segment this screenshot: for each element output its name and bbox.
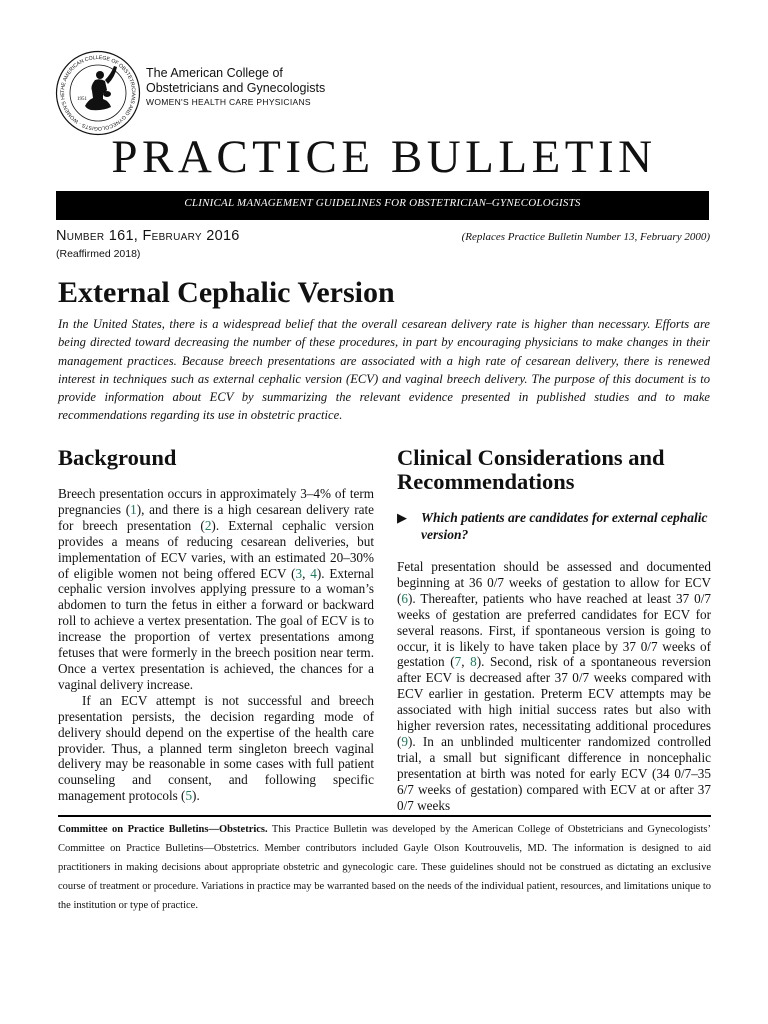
org-tagline: WOMEN'S HEALTH CARE PHYSICIANS bbox=[146, 97, 311, 107]
footer-rule bbox=[58, 815, 711, 817]
reaffirmed-note: (Reaffirmed 2018) bbox=[56, 248, 141, 260]
citation-link[interactable]: 6 bbox=[401, 590, 408, 606]
abstract: In the United States, there is a widespread belief that the overall cesarean delivery rate is higher than necessary. Efforts are being directed toward decreasing the number of these procedures, in part by encouraging physicians to make changes in their management practices. Because breech presentations are associated with a high rate of cesarean delivery, there is renewed interest in techniques such as external cephalic version (ECV) and vaginal breech delivery. The purpose of this document is to provide information about ECV by summarizing the relevant evidence presented in published studies and to make recommendations regarding its use in obstetric practice. bbox=[58, 317, 710, 423]
replaces-note: (Replaces Practice Bulletin Number 13, February 2000) bbox=[461, 231, 710, 243]
footer-text: This Practice Bulletin was developed by the American College of Obstetricians and Gynecologists’ Committee on Practice Bulletins—Obstetrics. Member contributors included Gayle Olson Koutrouvelis, MD. The information is designed to aid practitioners in making decisions about appropriate obstetric and gynecologic care. These guidelines should not be construed as dictating an exclusive course of treatment or procedure. Variations in practice may be warranted based on the needs of the individual patient, resources, and limitations unique to the institution or type of practice. bbox=[58, 824, 711, 911]
issue-number: Number 161, February 2016 bbox=[56, 228, 240, 244]
citation-link[interactable]: 1 bbox=[130, 501, 137, 517]
seal-year: 1951 bbox=[77, 97, 87, 102]
left-column bbox=[58, 446, 374, 804]
clinical-heading: Clinical Considerations and Recommendations bbox=[397, 445, 665, 494]
citation-link[interactable]: 3 bbox=[295, 565, 303, 581]
masthead-title: PRACTICE BULLETIN bbox=[111, 131, 657, 183]
right-column bbox=[397, 446, 711, 814]
seal-ring-text: THE AMERICAN COLLEGE OF OBSTETRICIANS AND GYNECOLOGISTS · WOMEN'S HE bbox=[59, 54, 137, 132]
question-heading bbox=[397, 509, 711, 543]
citation-link[interactable]: 4 bbox=[310, 565, 317, 581]
footer-note bbox=[58, 820, 711, 915]
clinical-paragraph-1: Fetal presentation should be assessed and documented beginning at 36 0/7 weeks of gestation to allow for ECV (6). Thereafter, patients who have reached at least 37 0/7 weeks of gestation are preferred candidates for ECV for several reasons. First, if spontaneous version is going to occur, it is likely to have taken place by 37 0/7 weeks of gestation (7, 8). Second, risk of a spontaneous reversion after ECV is decreased after 37 0/7 weeks compared with ECV earlier in gestation. Preterm ECV attempts may be associated with high initial success rates but also with higher reversion rates, necessitating additional procedures (9). In an unblinded multicenter randomized controlled trial, a small but significant difference in noncephalic presentation at birth was noted for early ECV (34 0/7–35 6/7 weeks of gestation) compared with ECV at or after 37 0/7 weeks bbox=[397, 559, 711, 813]
background-paragraph-1: Breech presentation occurs in approximately 3–4% of term pregnancies (1), and there is a high cesarean delivery rate for breech presentation (2). External cephalic version provides a means of reducing cesarean deliveries, but implementation of ECV varies, with an estimated 20–30% of eligible women not being offered ECV (3, 4). External cephalic version involves applying pressure to a woman’s abdomen to turn the fetus in either a forward or backward roll to achieve a vertex presentation. The goal of ECV is to increase the proportion of vertex presentations among fetuses that were formerly in the breech position near term. Once a vertex presentation is achieved, the chances for a vaginal delivery increase. bbox=[58, 486, 374, 692]
citation-link[interactable]: 9 bbox=[401, 733, 408, 749]
org-name-line1: The American College of bbox=[146, 66, 283, 80]
background-heading: Background bbox=[58, 445, 177, 470]
acog-seal-icon bbox=[55, 50, 141, 136]
triangle-right-icon: ▶ bbox=[397, 510, 407, 525]
org-name-line2: Obstetricians and Gynecologists bbox=[146, 81, 326, 95]
citation-link[interactable]: 8 bbox=[470, 654, 477, 670]
citation-link[interactable]: 2 bbox=[204, 517, 212, 533]
citation-link[interactable]: 5 bbox=[185, 788, 193, 804]
citation-link[interactable]: 7 bbox=[454, 654, 462, 670]
article-title: External Cephalic Version bbox=[58, 276, 395, 309]
question-text: Which patients are candidates for external cephalic version? bbox=[421, 510, 708, 542]
footer-lead: Committee on Practice Bulletins—Obstetrics. bbox=[58, 824, 268, 835]
banner-subtitle: CLINICAL MANAGEMENT GUIDELINES FOR OBSTETRICIAN–GYNECOLOGISTS bbox=[56, 191, 709, 220]
background-paragraph-2: If an ECV attempt is not successful and breech presentation persists, the decision regarding mode of delivery should depend on the expertise of the health care provider. Thus, a planned term singleton breech vaginal delivery may be reasonable in some cases with full patient counseling and consent, and following specific management protocols (5). bbox=[58, 692, 374, 804]
